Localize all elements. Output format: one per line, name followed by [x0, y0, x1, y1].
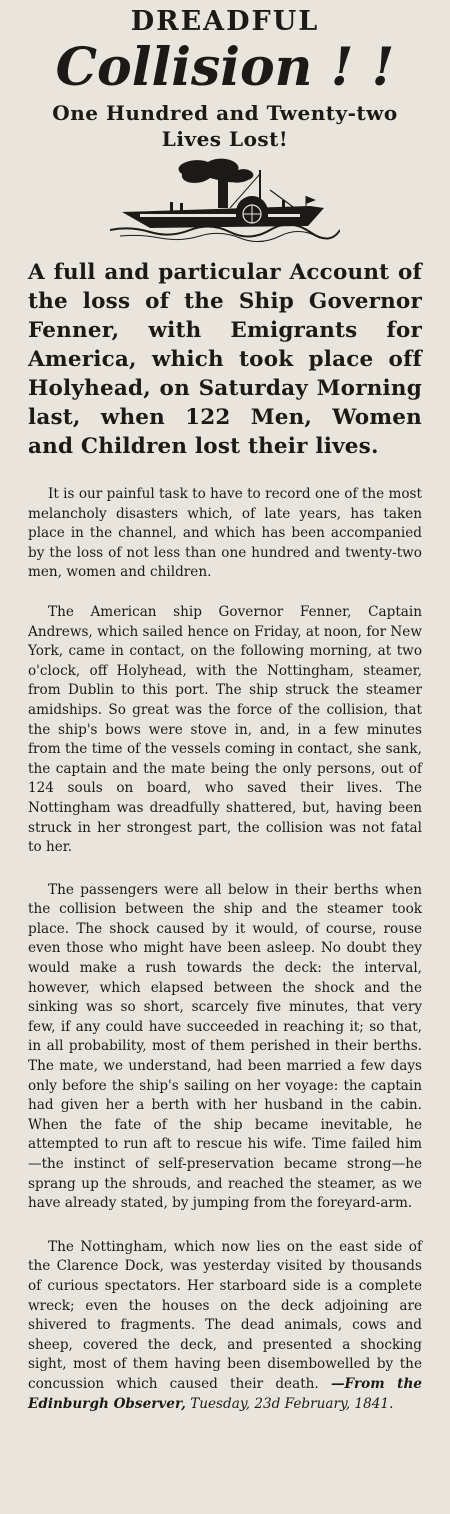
subtitle-line-1: One Hundred and Twenty-two [52, 101, 398, 125]
source-citation: —From the Edinburgh Observer, [28, 1375, 422, 1412]
main-headline: Collision ! ! [55, 37, 395, 98]
paragraph-3: The passengers were all below in their berths when the collision between the ship and the steamer took place. The shock caused by it would, of course, rouse even those who might have been asleep. No doubt they would make a rush towards the deck: the interval, however, which elapsed between the shock and the sinking was so short, scarcely five minutes, that very few, if any could have succeeded in reaching it; so that, in all probability, most of them perished in their berths. The mate, we understand, had been married a few days only before the ship's sailing on her voyage: the captain had given her a berth with her husband in the cabin. When the fate of the ship became inevitable, he attempted to run aft to rescue his wife. Time failed him—the instinct of self-preservation became strong—he sprang up the shrouds, and reached the steamer, as we have already stated, by jumping from the foreyard-arm. [28, 881, 422, 1212]
lead-summary: A full and particular Account of the loss of the Ship Governor Fenner, with Emigrants for America, which took place off Holyhead, on Saturday Morning last, when 122 Men, Women and Children lost their lives. [28, 260, 422, 459]
paragraph-4-text: The Nottingham, which now lies on the east side of the Clarence Dock, was yesterday visited by thousands of curious spectators. Her starboard side is a complete wreck; even the houses on the deck adjoining are shivered to fragments. The dead animals, cows and sheep, covered the deck, and presented a shocking sight, most of them having been disembowelled by the concussion which caused their death. [28, 1238, 422, 1392]
paragraph-4 [28, 1238, 422, 1414]
kicker-heading: DREADFUL [130, 6, 320, 37]
illustration [28, 156, 422, 248]
publication-date: Tuesday, 23d February, 1841. [190, 1395, 394, 1412]
paddle-steamer-icon [110, 156, 340, 248]
subtitle-line-2: Lives Lost! [161, 127, 289, 151]
paragraph-2: The American ship Governor Fenner, Captain Andrews, which sailed hence on Friday, at noon, for New York, came in contact, on the following morning, at two o'clock, off Holyhead, with the Nottingham, steamer, from Dublin to this port. The ship struck the steamer amidships. So great was the force of the collision, that the ship's bows were stove in, and, in a few minutes from the time of the vessels coming in contact, she sank, the captain and the mate being the only persons, out of 124 souls on board, who saved their lives. The Nottingham was dreadfully shattered, but, having been struck in her strongest part, the collision was not fatal to her. [28, 603, 422, 856]
paragraph-1: It is our painful task to have to record one of the most melancholy disasters which, of late years, has taken place in the channel, and which has been accompanied by the loss of not less than one hundred and twenty-two men, women and children. [28, 486, 422, 581]
